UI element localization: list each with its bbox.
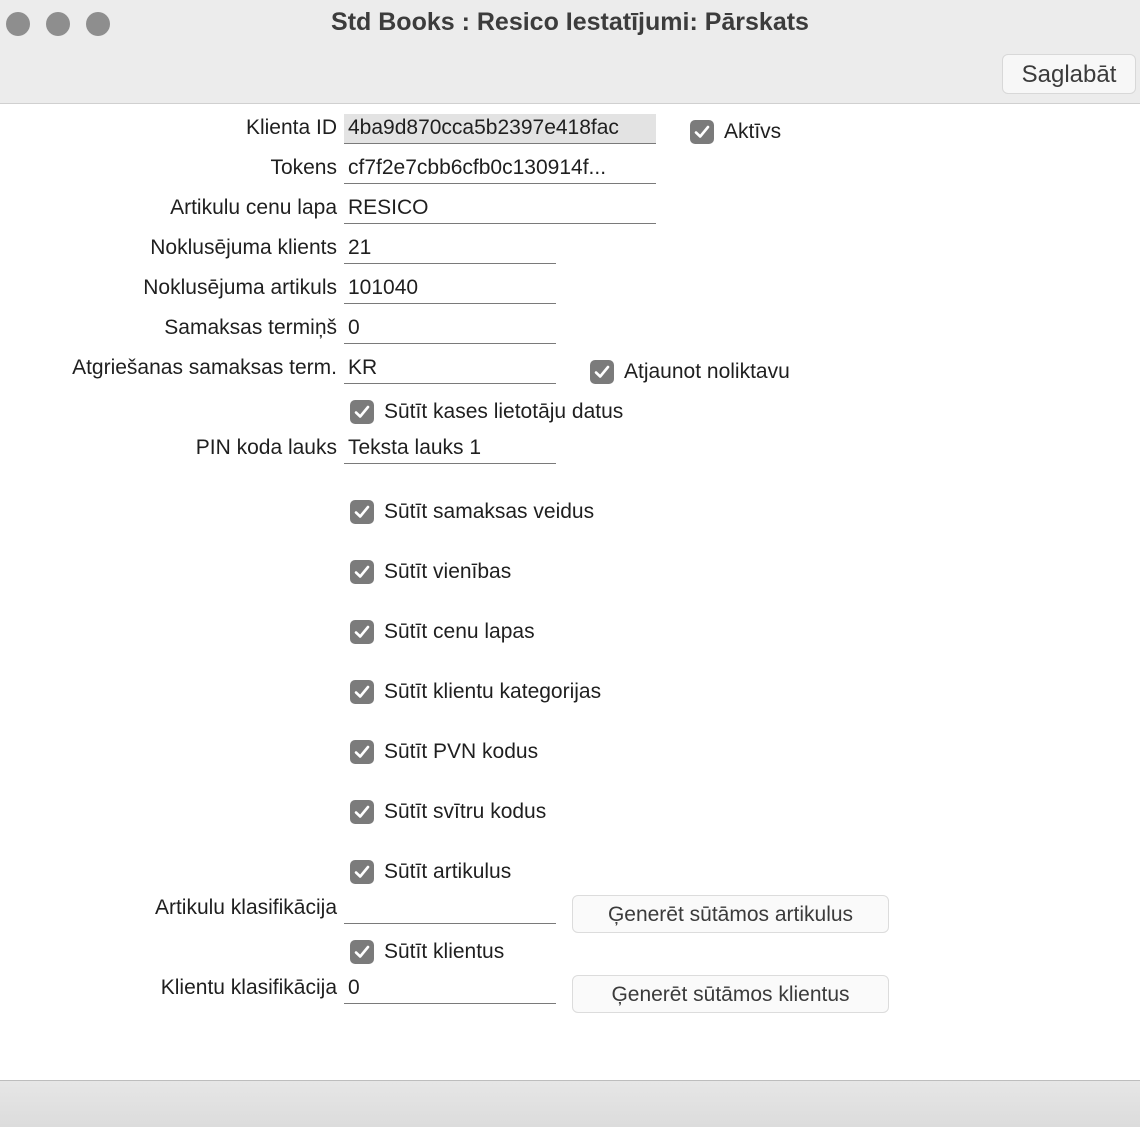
client-id-field[interactable]: 4ba9d870cca5b2397e418fac (344, 114, 656, 144)
checkbox-checked-icon (350, 860, 374, 884)
price-list-field[interactable]: RESICO (344, 194, 656, 224)
token-field[interactable]: cf7f2e7cbb6cfb0c130914f... (344, 154, 656, 184)
send-barcodes-label: Sūtīt svītru kodus (384, 800, 547, 823)
window-titlebar (0, 0, 1140, 104)
payment-term-field[interactable]: 0 (344, 314, 556, 344)
send-clients-checkbox[interactable] (350, 940, 504, 964)
price-list-label: Artikulu cenu lapa (170, 196, 337, 219)
pin-field-select[interactable]: Teksta lauks 1 (344, 434, 556, 464)
window-title: Std Books : Resico Iestatījumi: Pārskats (331, 8, 809, 36)
send-price-lists-label: Sūtīt cenu lapas (384, 620, 535, 643)
send-cashier-data-label: Sūtīt kases lietotāju datus (384, 400, 624, 423)
send-items-label: Sūtīt artikulus (384, 860, 512, 883)
send-vat-codes-checkbox[interactable] (350, 740, 538, 764)
default-item-field[interactable]: 101040 (344, 274, 556, 304)
checkbox-checked-icon (350, 620, 374, 644)
return-payment-term-field[interactable]: KR (344, 354, 556, 384)
update-stock-checkbox[interactable] (590, 360, 790, 384)
default-client-field[interactable]: 21 (344, 234, 556, 264)
save-button[interactable]: Saglabāt (1002, 54, 1136, 94)
checkbox-checked-icon (350, 740, 374, 764)
client-classification-field[interactable]: 0 (344, 974, 556, 1004)
return-payment-term-label: Atgriešanas samaksas term. (72, 356, 337, 379)
send-payment-modes-label: Sūtīt samaksas veidus (384, 500, 595, 523)
token-label: Tokens (270, 156, 337, 179)
send-units-checkbox[interactable] (350, 560, 511, 584)
send-barcodes-checkbox[interactable] (350, 800, 546, 824)
client-classification-label: Klientu klasifikācija (160, 976, 337, 999)
default-item-label: Noklusējuma artikuls (143, 276, 337, 299)
checkbox-checked-icon (350, 800, 374, 824)
checkbox-checked-icon (350, 680, 374, 704)
window-footer (0, 1080, 1140, 1127)
client-id-label: Klienta ID (245, 116, 337, 139)
item-classification-label: Artikulu klasifikācija (154, 896, 337, 919)
generate-items-button[interactable]: Ģenerēt sūtāmos artikulus (572, 895, 889, 933)
checkbox-checked-icon (690, 120, 714, 144)
active-checkbox[interactable] (690, 120, 781, 144)
send-items-checkbox[interactable] (350, 860, 511, 884)
send-payment-modes-checkbox[interactable] (350, 500, 594, 524)
send-clients-label: Sūtīt klientus (384, 940, 505, 963)
send-client-categories-checkbox[interactable] (350, 680, 601, 704)
default-client-label: Noklusējuma klients (150, 236, 337, 259)
checkbox-checked-icon (350, 500, 374, 524)
checkbox-checked-icon (590, 360, 614, 384)
checkbox-checked-icon (350, 940, 374, 964)
send-cashier-data-checkbox[interactable] (350, 400, 623, 424)
pin-field-label: PIN koda lauks (195, 436, 337, 459)
active-checkbox-label: Aktīvs (724, 120, 782, 143)
send-units-label: Sūtīt vienības (384, 560, 512, 583)
item-classification-field[interactable] (344, 894, 556, 924)
update-stock-checkbox-label: Atjaunot noliktavu (624, 360, 790, 383)
checkbox-checked-icon (350, 560, 374, 584)
send-price-lists-checkbox[interactable] (350, 620, 535, 644)
send-vat-codes-label: Sūtīt PVN kodus (384, 740, 539, 763)
send-client-categories-label: Sūtīt klientu kategorijas (384, 680, 602, 703)
checkbox-checked-icon (350, 400, 374, 424)
payment-term-label: Samaksas termiņš (164, 316, 337, 339)
generate-clients-button[interactable]: Ģenerēt sūtāmos klientus (572, 975, 889, 1013)
